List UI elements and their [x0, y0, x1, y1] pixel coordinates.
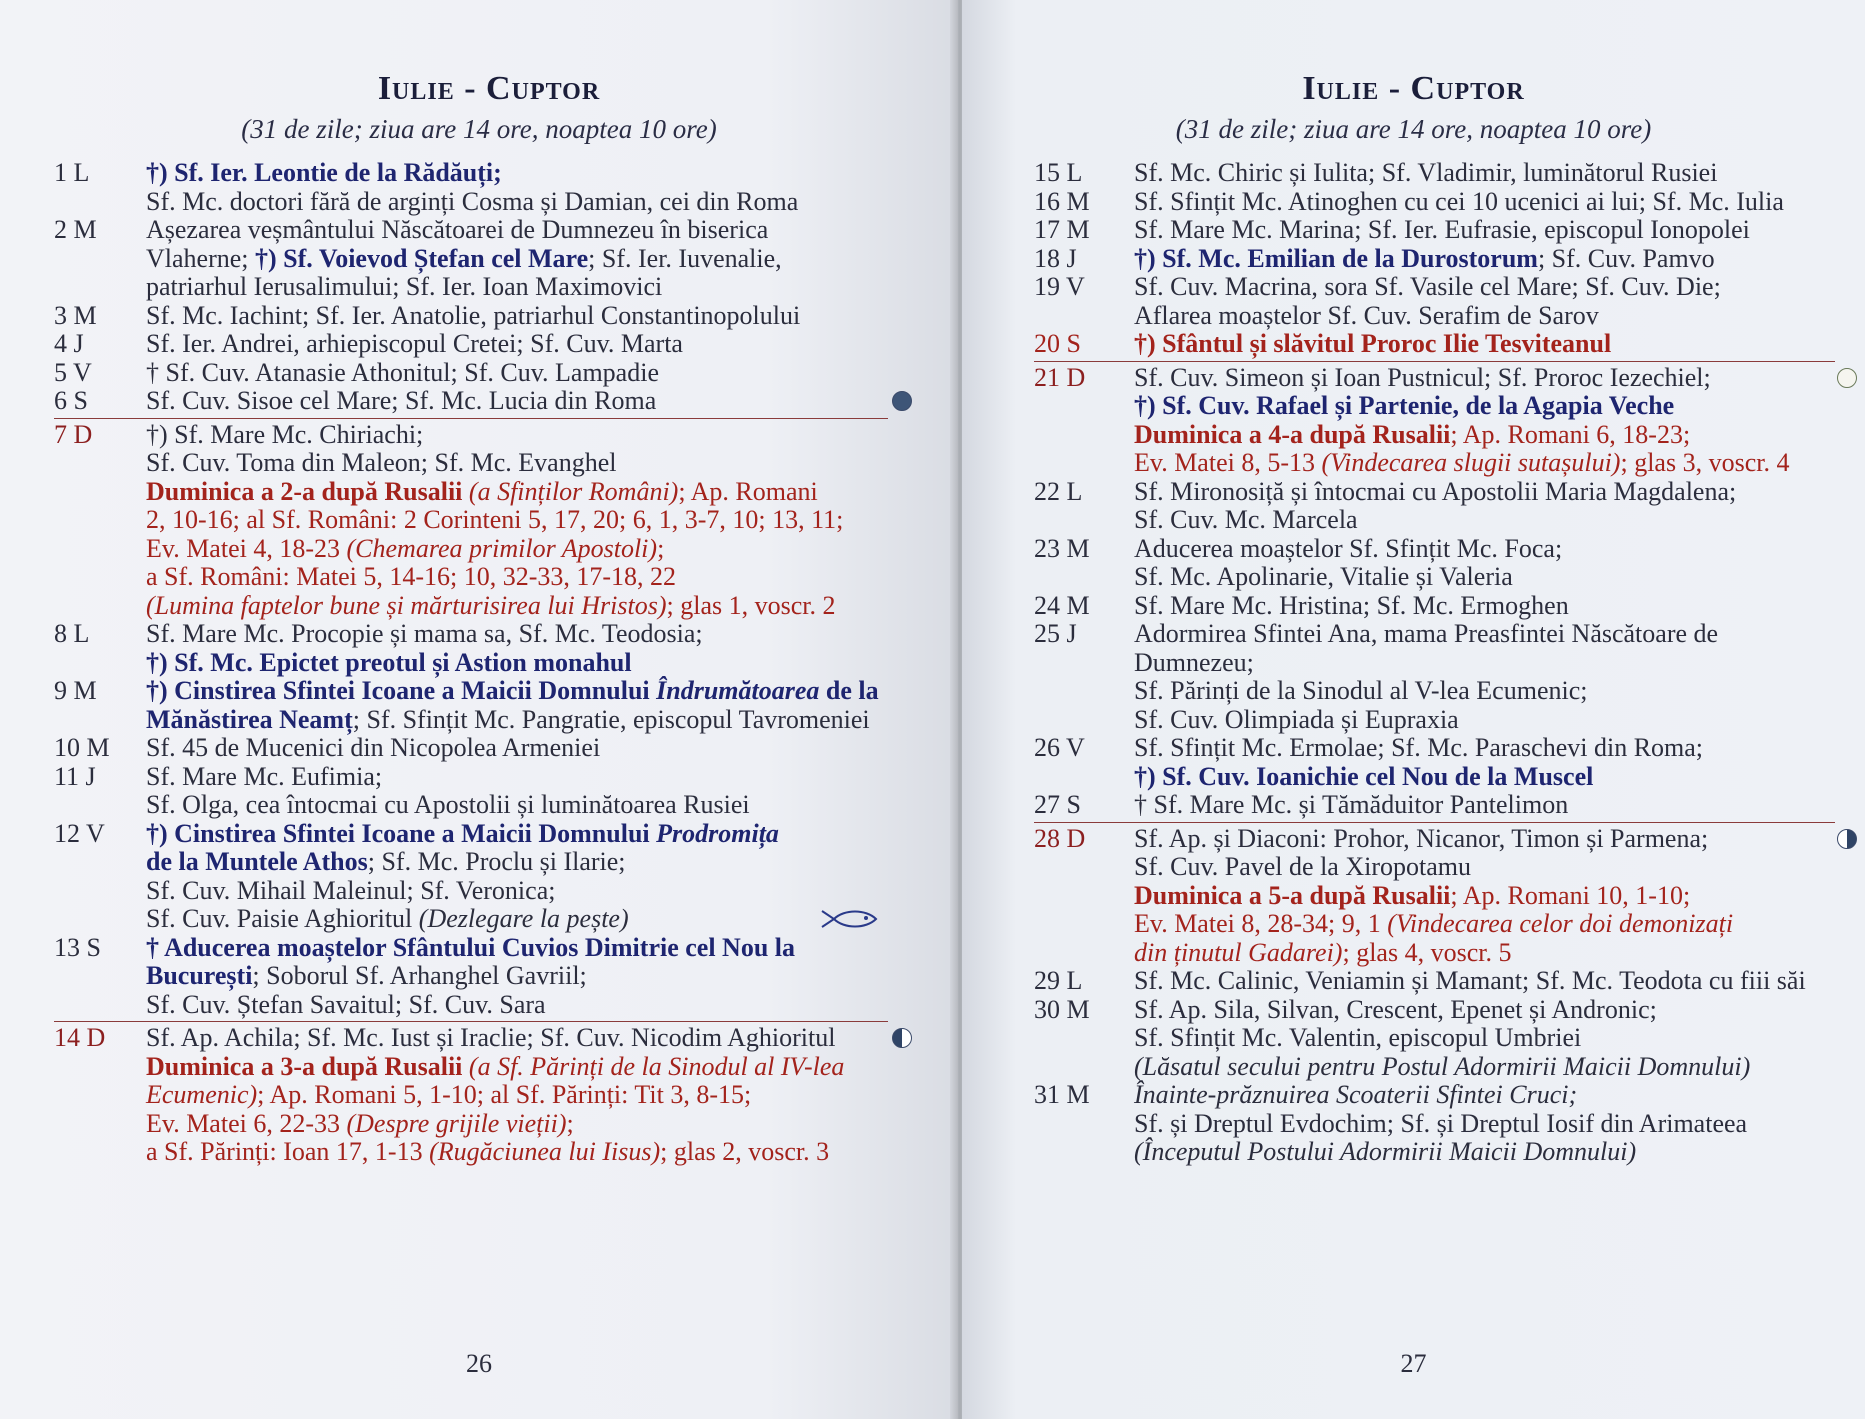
text-line [146, 563, 888, 592]
day-text [1134, 592, 1835, 621]
text-line [146, 848, 888, 877]
text-segment: Sf. Mironosiță și întocmai cu Apostolii Maria Magdalena; [1134, 476, 1737, 506]
day-text [146, 820, 888, 934]
text-line [146, 820, 888, 849]
day-text [1134, 825, 1835, 968]
text-line [1134, 706, 1835, 735]
text-segment: ; Ap. Romani [678, 476, 818, 506]
text-segment: Sf. Ap. Achila; Sf. Mc. Iust și Iraclie; Sf. Cuv. Nicodim Aghioritul [146, 1023, 836, 1052]
text-line [146, 620, 888, 649]
text-line [1134, 620, 1835, 677]
text-segment: Sf. Mc. Apolinarie, Vitalie și Valeria [1134, 562, 1513, 591]
day-text [1134, 245, 1835, 274]
page-number: 26 [466, 1349, 492, 1378]
text-segment: ; glas 2, voscr. 3 [660, 1137, 830, 1166]
calendar-day-entry [1034, 330, 1835, 359]
calendar-day-entry [54, 216, 888, 302]
day-label: 14 D [54, 1023, 106, 1052]
text-line [146, 962, 888, 991]
text-line [1134, 791, 1835, 820]
text-segment: Sf. Cuv. Pavel de la Xiropotamu [1134, 852, 1471, 881]
week-divider [54, 1021, 888, 1022]
day-label: 13 S [54, 932, 101, 962]
page-subtitle: (31 de zile; ziua are 14 ore, noaptea 10 ore) [241, 114, 717, 144]
day-text [1134, 535, 1835, 592]
day-label: 22 L [1034, 476, 1083, 506]
calendar-day-entry [54, 1024, 888, 1167]
calendar-day-entry [1034, 245, 1835, 274]
text-segment: a Sf. Români: Matei 5, 14-16; 10, 32-33, 17-18, 22 [146, 562, 677, 591]
day-text [1134, 478, 1835, 535]
day-text [1134, 216, 1835, 245]
week-divider [1034, 822, 1835, 823]
text-line [1134, 1024, 1835, 1053]
text-segment: Duminica a 5-a după Rusalii [1134, 880, 1451, 910]
text-segment: București [146, 961, 253, 990]
text-segment: ; Sf. Mc. Proclu și Ilarie; [367, 847, 626, 876]
day-label: 6 S [54, 386, 88, 415]
text-segment: (Chemarea primilor Apostoli) [346, 533, 658, 563]
text-segment: Sf. Cuv. Simeon și Ioan Pustnicul; Sf. Proroc Iezechiel; [1134, 362, 1711, 392]
text-segment: Mănăstirea Neamț [146, 704, 353, 734]
day-text [146, 421, 888, 621]
day-label: 19 V [1034, 272, 1085, 301]
text-line [146, 1024, 888, 1053]
text-segment: Sf. Mc. Iachint; Sf. Ier. Anatolie, patriarhul Constantinopolului [146, 300, 801, 330]
day-label: 27 S [1034, 790, 1081, 819]
text-line [146, 677, 888, 706]
day-text [146, 159, 888, 216]
fish-icon [820, 908, 878, 930]
calendar-day-entry [1034, 273, 1835, 330]
text-segment: 2, 10-16; al Sf. Români: 2 Corinteni 5, 17, 20; 6, 1, 3-7, 10; 13, 11; [146, 505, 844, 534]
text-line [1134, 330, 1835, 359]
text-line [1134, 273, 1835, 302]
text-segment: Sf. Ier. Andrei, arhiepiscopul Cretei; Sf. Cuv. Marta [146, 329, 683, 358]
day-text [1134, 734, 1835, 791]
text-segment: ; Soborul Sf. Arhanghel Gavriil; [252, 961, 587, 990]
day-text [1134, 967, 1835, 996]
text-line [146, 877, 888, 906]
text-line [146, 649, 888, 678]
text-segment: ; glas 3, voscr. 4 [1620, 448, 1790, 477]
text-segment: a Sf. Părinți: Ioan 17, 1-13 [146, 1137, 430, 1166]
day-label: 9 M [54, 676, 97, 705]
text-line [1134, 592, 1835, 621]
text-line [1134, 535, 1835, 564]
text-segment: din ținutul Gadarei) [1134, 937, 1343, 967]
text-segment: Sf. Ap. Sila, Silvan, Crescent, Epenet și Andronic; [1134, 994, 1657, 1024]
day-label: 3 M [54, 300, 97, 330]
text-segment: Aducerea moaștelor Sf. Sfințit Mc. Foca; [1134, 533, 1563, 563]
text-line [1134, 763, 1835, 792]
day-label: 16 M [1034, 186, 1090, 216]
text-segment: Sf. Mare Mc. Procopie și mama sa, Sf. Mc. Teodosia; [146, 619, 703, 648]
day-label: 17 M [1034, 215, 1090, 244]
calendar-day-entry [1034, 535, 1835, 592]
text-segment: Ecumenic) [146, 1080, 258, 1109]
day-text [146, 763, 888, 820]
text-segment: Vlaherne; [146, 243, 256, 273]
calendar-day-entry [1034, 188, 1835, 217]
text-segment: Duminica a 4-a după Rusalii [1134, 419, 1451, 449]
text-line [1134, 910, 1835, 939]
text-line [146, 188, 888, 217]
text-line [146, 478, 888, 507]
text-segment: (Lăsatul secului pentru Postul Adormirii Maicii Domnului) [1134, 1051, 1751, 1081]
day-label: 18 J [1034, 243, 1077, 273]
text-line [146, 734, 888, 763]
text-line [1134, 449, 1835, 478]
day-label: 29 L [1034, 966, 1083, 995]
text-segment: (Rugăciunea lui Iisus) [429, 1137, 661, 1166]
text-segment: Sf. Mare Mc. Eufimia; [146, 761, 383, 791]
text-segment: †) Cinstirea Sfintei Icoane a Maicii Domnului [146, 676, 657, 705]
day-text [146, 387, 888, 416]
text-line [146, 359, 888, 388]
calendar-day-entry [1034, 1081, 1835, 1167]
text-segment: ; glas 4, voscr. 5 [1342, 937, 1512, 967]
day-text [1134, 996, 1835, 1082]
day-text [146, 1024, 888, 1167]
text-segment: (Despre grijile vieții) [346, 1108, 567, 1138]
day-label: 25 J [1034, 619, 1077, 648]
day-label: 21 D [1034, 362, 1086, 392]
text-line [1134, 825, 1835, 854]
calendar-day-entry [54, 387, 888, 416]
day-text [146, 677, 888, 734]
text-segment: Prodromița [656, 818, 779, 848]
text-segment: (Vindecarea slugii sutașului) [1321, 448, 1621, 477]
day-label: 4 J [54, 329, 84, 358]
text-line [146, 1081, 888, 1110]
text-line [1134, 364, 1835, 393]
text-segment: (Lumina faptelor bune și mărturisirea lui Hristos) [146, 590, 667, 620]
text-line [1134, 967, 1835, 996]
day-label: 23 M [1034, 533, 1090, 563]
text-line [146, 1110, 888, 1139]
day-text [1134, 330, 1835, 359]
text-line [1134, 245, 1835, 274]
text-line [146, 706, 888, 735]
text-line [1134, 216, 1835, 245]
text-line [1134, 939, 1835, 968]
text-line [1134, 478, 1835, 507]
text-segment: Sf. Mc. Chiric și Iulita; Sf. Vladimir, luminătorul Rusiei [1134, 158, 1718, 187]
page-title: Iulie - Cuptor [377, 70, 601, 107]
text-segment: Aflarea moaștelor Sf. Cuv. Serafim de Sarov [1134, 300, 1599, 330]
text-segment: (a Sfinților Români) [462, 476, 679, 506]
day-label: 12 V [54, 818, 105, 848]
text-line [146, 159, 888, 188]
day-text [146, 216, 888, 302]
day-text [146, 359, 888, 388]
text-segment: Sf. Cuv. Macrina, sora Sf. Vasile cel Mare; Sf. Cuv. Die; [1134, 272, 1721, 301]
text-line [146, 387, 888, 416]
text-segment: †) Sf. Cuv. Ioanichie cel Nou de la Muscel [1134, 761, 1594, 791]
right-page [962, 0, 1865, 1419]
day-text [146, 302, 888, 331]
calendar-day-entry [1034, 967, 1835, 996]
calendar-day-entry [1034, 996, 1835, 1082]
text-line [146, 905, 888, 934]
day-text [1134, 159, 1835, 188]
text-segment: †) Sf. Mc. Epictet preotul și Astion monahul [146, 647, 632, 677]
text-line [1134, 563, 1835, 592]
text-segment: Sf. Cuv. Paisie Aghioritul [146, 904, 419, 933]
text-segment: †) Sf. Mc. Emilian de la Durostorum [1134, 243, 1538, 273]
calendar-day-entry [54, 302, 888, 331]
calendar-day-entry [1034, 734, 1835, 791]
calendar-day-entry [1034, 791, 1835, 820]
calendar-day-entry [54, 421, 888, 621]
text-segment: (Vindecarea celor doi demonizați [1387, 909, 1734, 938]
text-segment: Ev. Matei 8, 28-34; 9, 1 [1134, 909, 1388, 938]
page-subtitle: (31 de zile; ziua are 14 ore, noaptea 10 ore) [1175, 114, 1652, 144]
text-line [146, 216, 888, 245]
text-segment: † Sf. Mare Mc. și Tămăduitor Pantelimon [1134, 790, 1569, 819]
text-segment: Sf. Sfințit Mc. Ermolae; Sf. Mc. Paraschevi din Roma; [1134, 733, 1704, 762]
calendar-day-entry [54, 159, 888, 216]
text-segment: Sf. Cuv. Ștefan Savaitul; Sf. Cuv. Sara [146, 989, 546, 1019]
text-segment: Sf. Sfințit Mc. Atinoghen cu cei 10 ucenici ai lui; Sf. Mc. Iulia [1134, 186, 1784, 216]
day-label: 7 D [54, 419, 93, 449]
text-line [1134, 996, 1835, 1025]
text-line [1134, 421, 1835, 450]
day-label: 2 M [54, 215, 97, 244]
text-segment: Așezarea veșmântului Născătoarei de Dumnezeu în biserica [146, 215, 769, 244]
day-label: 11 J [54, 761, 96, 791]
day-text [1134, 1081, 1835, 1167]
text-line [1134, 392, 1835, 421]
text-segment: ; Sf. Cuv. Pamvo [1537, 243, 1715, 273]
calendar-day-entry [1034, 159, 1835, 188]
text-segment: Sf. Mc. Calinic, Veniamin și Mamant; Sf. Mc. Teodota cu fiii săi [1134, 966, 1806, 995]
text-segment: † Aducerea moaștelor Sfântului Cuvios Dimitrie cel Nou la [146, 932, 796, 962]
text-line [146, 535, 888, 564]
day-label: 10 M [54, 733, 110, 762]
calendar-list [962, 159, 1865, 1167]
day-label: 30 M [1034, 994, 1090, 1024]
text-segment: Duminica a 2-a după Rusalii [146, 476, 463, 506]
calendar-day-entry [54, 734, 888, 763]
calendar-day-entry [54, 330, 888, 359]
page-title: Iulie - Cuptor [1302, 70, 1525, 107]
moon-phase-icon [892, 391, 912, 411]
text-line [1134, 1081, 1835, 1110]
text-line [1134, 159, 1835, 188]
text-segment: ; Ap. Romani 6, 18-23; [1450, 419, 1691, 449]
text-segment: (Începutul Postului Adormirii Maicii Domnului) [1134, 1137, 1637, 1166]
day-text [1134, 620, 1835, 734]
day-text [1134, 364, 1835, 478]
day-label: 24 M [1034, 590, 1090, 620]
day-label: 31 M [1034, 1080, 1090, 1109]
text-segment: (a Sf. Părinți de la Sinodul al IV-lea [462, 1051, 845, 1081]
day-label: 5 V [54, 357, 92, 387]
calendar-day-entry [1034, 216, 1835, 245]
calendar-list [0, 159, 958, 1167]
text-segment: Sf. Mare Mc. Hristina; Sf. Mc. Ermoghen [1134, 590, 1569, 620]
text-line [146, 1053, 888, 1082]
moon-phase-icon [892, 1028, 912, 1048]
text-line [146, 763, 888, 792]
text-line [1134, 677, 1835, 706]
week-divider [1034, 361, 1835, 362]
moon-phase-icon [1837, 829, 1857, 849]
text-line [146, 421, 888, 450]
text-segment: ; Sf. Ier. Iuvenalie, [588, 243, 782, 273]
text-segment: de la [819, 676, 879, 705]
text-line [146, 934, 888, 963]
day-label: 15 L [1034, 158, 1083, 187]
text-segment: Ev. Matei 6, 22-33 [146, 1108, 347, 1138]
text-segment: ; Sf. Sfințit Mc. Pangratie, episcopul Tavromeniei [352, 704, 870, 734]
day-label: 20 S [1034, 329, 1081, 358]
day-text [1134, 273, 1835, 330]
day-label: 28 D [1034, 823, 1086, 853]
text-segment: † Sf. Cuv. Atanasie Athonitul; Sf. Cuv. Lampadie [146, 357, 659, 387]
text-line [1134, 882, 1835, 911]
day-label: 26 V [1034, 733, 1085, 762]
text-segment: †) Sf. Cuv. Rafael și Partenie, de la Agapia Veche [1134, 391, 1675, 420]
text-segment: Sf. Cuv. Mihail Maleinul; Sf. Veronica; [146, 875, 556, 905]
text-line [146, 991, 888, 1020]
text-segment: Sf. Cuv. Sisoe cel Mare; Sf. Mc. Lucia din Roma [146, 386, 657, 415]
text-segment: patriarhul Ierusalimului; Sf. Ier. Ioan Maximovici [146, 272, 663, 301]
text-line [146, 791, 888, 820]
calendar-day-entry [1034, 364, 1835, 478]
calendar-day-entry [54, 820, 888, 934]
day-text [146, 620, 888, 677]
text-line [1134, 506, 1835, 535]
calendar-day-entry [54, 763, 888, 820]
text-segment: Sf. Părinți de la Sinodul al V-lea Ecumenic; [1134, 676, 1588, 705]
text-segment: Sf. Olga, cea întocmai cu Apostolii și luminătoarea Rusiei [146, 790, 750, 819]
text-segment: †) Sfântul și slăvitul Proroc Ilie Tesviteanul [1134, 329, 1612, 358]
text-line [146, 273, 888, 302]
text-line [146, 449, 888, 478]
text-segment: Îndrumătoarea [656, 676, 820, 705]
day-label: 1 L [54, 158, 90, 187]
text-segment: Sf. Mc. doctori fără de arginți Cosma și Damian, cei din Roma [146, 186, 799, 216]
text-line [1134, 1138, 1835, 1167]
text-segment: de la Muntele Athos [146, 847, 368, 876]
text-line [146, 302, 888, 331]
text-segment: †) Sf. Ier. Leontie de la Rădăuți; [146, 158, 502, 187]
text-line [146, 1138, 888, 1167]
text-segment: Sf. Cuv. Toma din Maleon; Sf. Mc. Evanghel [146, 448, 617, 477]
text-segment: Ev. Matei 4, 18-23 [146, 533, 347, 563]
text-segment: ; Ap. Romani 5, 1-10; al Sf. Părinți: Tit 3, 8-15; [257, 1080, 752, 1109]
day-text [146, 934, 888, 1020]
text-segment: (Dezlegare la pește) [418, 904, 629, 933]
calendar-day-entry [1034, 592, 1835, 621]
calendar-day-entry [54, 934, 888, 1020]
text-segment: ; [566, 1108, 574, 1138]
text-line [1134, 188, 1835, 217]
text-segment: ; [657, 533, 665, 563]
calendar-day-entry [54, 359, 888, 388]
week-divider [54, 418, 888, 419]
calendar-day-entry [1034, 825, 1835, 968]
text-segment: Sf. Cuv. Olimpiada și Eupraxia [1134, 704, 1459, 734]
day-text [1134, 791, 1835, 820]
day-text [146, 734, 888, 763]
text-segment: Înainte-prăznuirea Scoaterii Sfintei Cruci; [1134, 1080, 1578, 1109]
text-segment: Sf. 45 de Mucenici din Nicopolea Armeniei [146, 733, 601, 762]
text-line [146, 330, 888, 359]
calendar-day-entry [1034, 478, 1835, 535]
day-text [146, 330, 888, 359]
text-line [1134, 1053, 1835, 1082]
text-segment: Duminica a 3-a după Rusalii [146, 1051, 463, 1081]
text-line [146, 592, 888, 621]
calendar-day-entry [1034, 620, 1835, 734]
text-line [1134, 734, 1835, 763]
text-segment: Sf. Mare Mc. Marina; Sf. Ier. Eufrasie, episcopul Ionopolei [1134, 215, 1750, 244]
moon-phase-icon [1837, 368, 1857, 388]
text-line [1134, 853, 1835, 882]
page-number: 27 [1400, 1349, 1427, 1378]
day-label: 8 L [54, 619, 90, 648]
text-segment: Adormirea Sfintei Ana, mama Preasfintei Născătoare de Dumnezeu; [1134, 619, 1719, 677]
text-segment: †) Sf. Mare Mc. Chiriachi; [146, 419, 424, 449]
text-line [146, 506, 888, 535]
day-text [1134, 188, 1835, 217]
text-segment: Ev. Matei 8, 5-13 [1134, 448, 1322, 477]
calendar-day-entry [54, 620, 888, 677]
text-segment: Sf. Cuv. Mc. Marcela [1134, 505, 1358, 534]
text-segment: Sf. Sfințit Mc. Valentin, episcopul Umbriei [1134, 1023, 1582, 1052]
text-line [1134, 1110, 1835, 1139]
text-segment: †) Cinstirea Sfintei Icoane a Maicii Domnului [146, 818, 657, 848]
text-segment: Sf. Ap. și Diaconi: Prohor, Nicanor, Timon și Parmena; [1134, 823, 1709, 853]
text-line [146, 245, 888, 274]
text-segment: †) Sf. Voievod Ștefan cel Mare [255, 243, 589, 273]
calendar-day-entry [54, 677, 888, 734]
text-segment: ; Ap. Romani 10, 1-10; [1450, 880, 1691, 910]
text-line [1134, 302, 1835, 331]
text-segment: ; glas 1, voscr. 2 [666, 590, 836, 620]
text-segment: Sf. și Dreptul Evdochim; Sf. și Dreptul Iosif din Arimateea [1134, 1108, 1748, 1138]
